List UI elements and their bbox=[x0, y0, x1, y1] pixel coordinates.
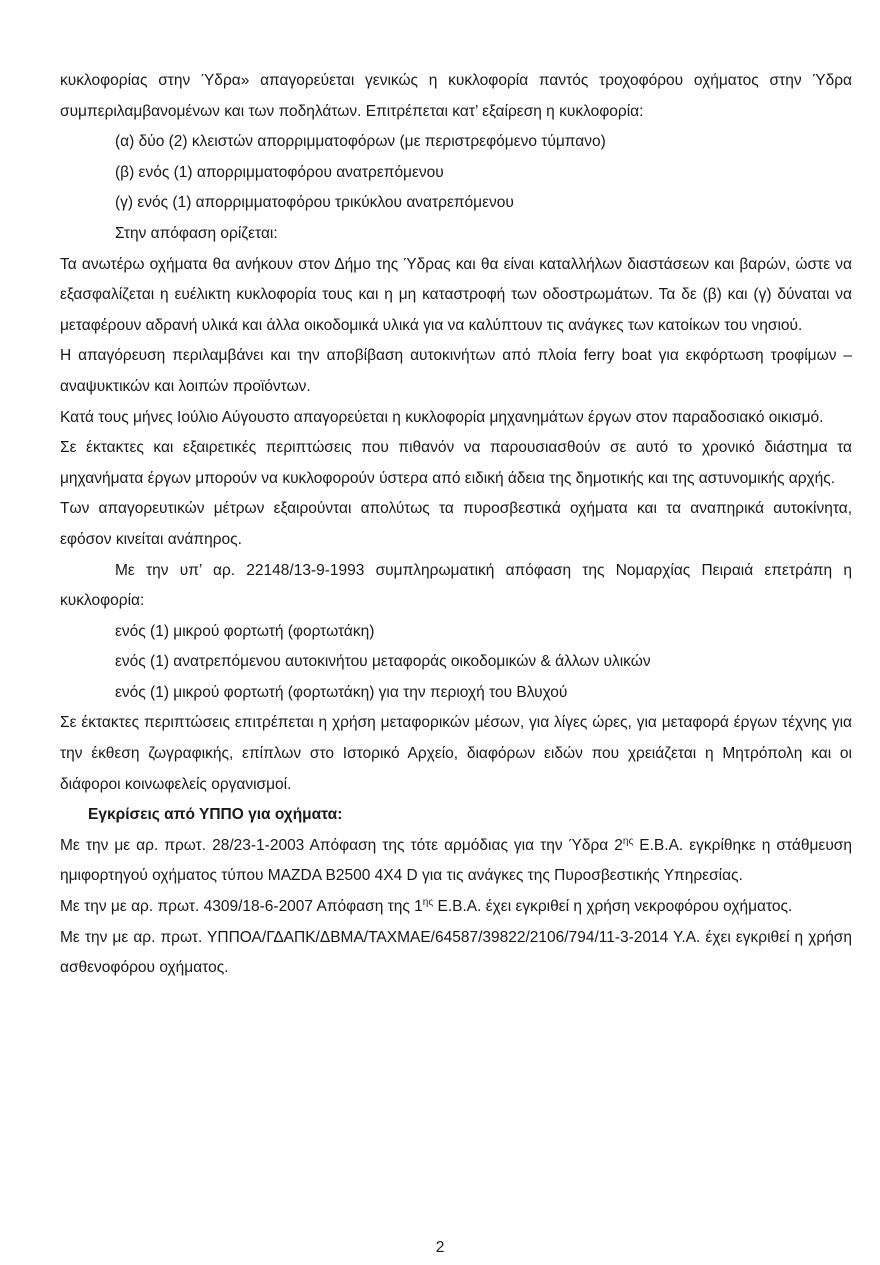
list-item-loader: ενός (1) μικρού φορτωτή (φορτωτάκη) bbox=[115, 622, 375, 640]
paragraph-exceptions: Σε έκτακτες και εξαιρετικές περιπτώσεις που πιθανόν να παρουσιασθούν σε αυτό το χρονικό διάστημα τα μηχανήματα έργων μπορούν να κυκλοφορούν ύστερα από ειδική άδεια της δημοτικής και της αστυνομικής αρχής. bbox=[60, 439, 852, 487]
document-body bbox=[60, 66, 852, 984]
section-heading: Εγκρίσεις από ΥΠΠΟ για οχήματα: bbox=[88, 806, 343, 824]
paragraph-summer-ban: Κατά τους μήνες Ιούλιο Αύγουστο απαγορεύεται η κυκλοφορία μηχανημάτων έργων στον παραδοσιακό οικισμό. bbox=[60, 408, 824, 426]
list-item-tipper: ενός (1) ανατρεπόμενου αυτοκινήτου μεταφοράς οικοδομικών & άλλων υλικών bbox=[115, 653, 651, 671]
approval-fire-truck: Με την με αρ. πρωτ. 28/23-1-2003 Απόφαση της τότε αρμόδιας για την Ύδρα $2^{\eta\varsigma}$ Ε.Β.Α. εγκρίθηκε η στάθμευση ημιφορτηγού οχήματος τύπου MAZDA B2500 4X4 D για τις ανάγκες της Πυροσβεστικής Υπηρεσίας. bbox=[60, 835, 852, 885]
decision-intro: Στην απόφαση ορίζεται: bbox=[115, 224, 278, 242]
paragraph-vehicles: Τα ανωτέρω οχήματα θα ανήκουν στον Δήμο της Ύδρας και θα είναι καταλλήλων διαστάσεων και βαρών, ώστε να εξασφαλίζεται η ευέλικτη κυκλοφορία τους και η μη καταστροφή των οδοστρωμάτων. Τα δε (β) και (γ) δύναται να μεταφέρουν αδρανή υλικά και άλλα οικοδομικά υλικά για να καλύπτουν τις ανάγκες των κατοίκων του νησιού. bbox=[60, 255, 852, 334]
page-number: 2 bbox=[435, 1239, 445, 1256]
paragraph-exempt-vehicles: Των απαγορευτικών μέτρων εξαιρούνται απολύτως τα πυροσβεστικά οχήματα και τα αναπηρικά αυτοκίνητα, εφόσον κινείται ανάπηρος. bbox=[60, 500, 852, 548]
list-item-b: (β) ενός (1) απορριμματοφόρου ανατρεπόμενου bbox=[115, 163, 444, 181]
approval-hearse: Με την με αρ. πρωτ. 4309/18-6-2007 Απόφαση της $1^{\eta\varsigma}$ Ε.Β.Α. έχει εγκριθεί η χρήση νεκροφόρου οχήματος. bbox=[60, 897, 793, 916]
paragraph-intro: κυκλοφορίας στην Ύδρα» απαγορεύεται γενικώς η κυκλοφορία παντός τροχοφόρου οχήματος στην Ύδρα συμπεριλαμβανομένων και των ποδηλάτων. Επιτρέπεται κατ’ εξαίρεση η κυκλοφορία: bbox=[60, 72, 852, 120]
paragraph-emergency-transport: Σε έκτακτες περιπτώσεις επιτρέπεται η χρήση μεταφορικών μέσων, για λίγες ώρες, για μεταφορά έργων τέχνης για την έκθεση ζωγραφικής, επίπλων στο Ιστορικό Αρχείο, διαφόρων ειδών που χρειάζεται η Μητρόπολη και οι διάφοροι κοινωφελείς οργανισμοί. bbox=[60, 714, 852, 793]
paragraph-supplementary-decision: Με την υπ’ αρ. 22148/13-9-1993 συμπληρωματική απόφαση της Νομαρχίας Πειραιά επετράπη η κυκλοφορία: bbox=[60, 561, 852, 610]
list-item-c: (γ) ενός (1) απορριμματοφόρου τρικύκλου ανατρεπόμενου bbox=[115, 194, 514, 212]
approval-ambulance: Με την με αρ. πρωτ. ΥΠΠΟΑ/ΓΔΑΠΚ/ΔΒΜΑ/ΤΑΧΜΑΕ/64587/39822/2106/794/11-3-2014 Υ.Α. έχει εγκριθεί η χρήση ασθενοφόρου οχήματος. bbox=[60, 928, 852, 977]
list-item-a: (α) δύο (2) κλειστών απορριμματοφόρων (με περιστρεφόμενο τύμπανο) bbox=[115, 133, 606, 151]
paragraph-ferry-ban: Η απαγόρευση περιλαμβάνει και την αποβίβαση αυτοκινήτων από πλοία ferry boat για εκφόρτωση τροφίμων – αναψυκτικών και λοιπών προϊόντων. bbox=[60, 347, 852, 395]
list-item-loader-vlychos: ενός (1) μικρού φορτωτή (φορτωτάκη) για την περιοχή του Βλυχού bbox=[115, 683, 568, 701]
